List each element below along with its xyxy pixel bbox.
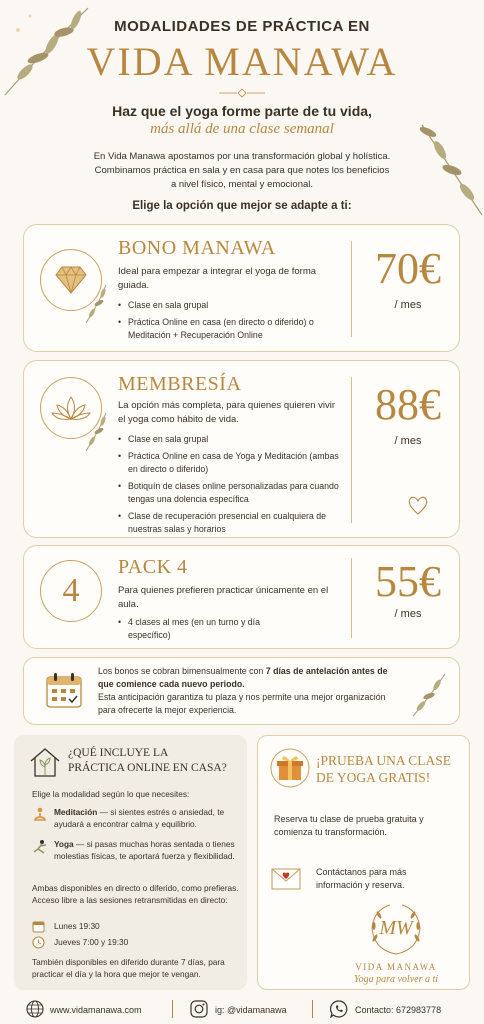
- leaf-sprig-icon: [82, 281, 112, 325]
- billing-note: [23, 657, 460, 725]
- list-item: • Clase de recuperación presencial en cualquiera de nuestras salas y horarios: [118, 510, 348, 536]
- plan-price: 55€: [375, 557, 441, 606]
- page-title: VIDA MANAWA: [86, 39, 398, 84]
- free-trial-panel: [257, 735, 470, 990]
- yoga-description: Yoga — si pasas muchas horas sentada o tienes molestias físicas, te aportará fuerza y flexibilidad.: [54, 839, 235, 861]
- plan-price-period: / mes: [394, 299, 422, 311]
- subtitle-line-1: Haz que el yoga forme parte de tu vida,: [112, 103, 372, 119]
- plan-description: Para quienes prefieren practicar únicamente en el aula.: [118, 585, 329, 610]
- plan-description: La opción más completa, para quienes quieren vivir el yoga como hábito de vida.: [118, 400, 336, 425]
- divider: [351, 558, 352, 638]
- calendar-icon: [44, 670, 84, 710]
- online-panel-choose: Elige la modalidad según lo que necesites:: [32, 789, 190, 799]
- divider: [312, 1000, 313, 1018]
- contact-phone-link[interactable]: Contacto: 672983778: [355, 1005, 442, 1015]
- meditation-description: Meditación — si sientes estrés o ansiedad, te ayudará a encontrar calma y equilibrio.: [54, 807, 225, 829]
- leaf-sprig-icon: [409, 670, 449, 718]
- whatsapp-icon: [330, 1000, 348, 1018]
- divider: [351, 377, 352, 523]
- list-item: • Botiquín de clases online personalizadas para cuando tengas una dolencia específica: [118, 480, 348, 506]
- list-item: • Clase en sala grupal: [118, 299, 348, 312]
- meditation-icon: [32, 807, 48, 823]
- online-panel-title: ¿QUÉ INCLUYE LA PRÁCTICA ONLINE EN CASA?: [68, 747, 227, 774]
- divider: [172, 1000, 173, 1018]
- list-item: • Práctica Online en casa (en directo o diferido) o Meditación + Recuperación Online: [118, 316, 348, 342]
- plan-features: [118, 616, 288, 646]
- plan-price-period: / mes: [394, 608, 422, 620]
- free-trial-text: Reserva tu clase de prueba gratuita y comienza tu transformación.: [274, 814, 424, 837]
- schedule-monday: Lunes 19:30: [54, 921, 100, 931]
- plan-title: MEMBRESÍA: [118, 373, 242, 395]
- choose-option-heading: Elige la opción que mejor se adapte a ti:: [132, 200, 352, 212]
- logo-name: VIDA MANAWA: [355, 962, 437, 972]
- globe-icon: [26, 1000, 44, 1018]
- list-item: • Clase en sala grupal: [118, 433, 348, 446]
- logo-tagline: Yoga para volver a ti: [353, 974, 439, 985]
- plan-title: PACK 4: [118, 556, 188, 578]
- list-item: • Práctica Online en casa de Yoga y Meditación (ambas en directo o diferido): [118, 450, 348, 476]
- plan-card-membresia: [23, 360, 460, 538]
- subtitle-line-2: más allá de una clase semanal: [150, 121, 334, 137]
- envelope-heart-icon: [270, 864, 302, 892]
- contact-info-text: Contáctanos para más información y reserva.: [316, 867, 407, 890]
- website-link[interactable]: www.vidamanawa.com: [50, 1005, 142, 1015]
- plan-card-bono-manawa: [23, 224, 460, 352]
- footer: [0, 996, 484, 1024]
- plan-card-pack-4: [23, 545, 460, 649]
- yoga-pose-icon: [32, 839, 48, 855]
- gift-icon: [270, 748, 310, 788]
- plan-price: 70€: [375, 244, 441, 293]
- heart-icon: [406, 493, 430, 517]
- intro-text: En Vida Manawa apostamos por una transformación global y holística. Combinamos práctica en sala y en casa para que notes los beneficios a nivel físico, mental y emocional.: [93, 151, 391, 190]
- plan-description: Ideal para empezar a integrar el yoga de forma guiada.: [118, 266, 317, 291]
- divider: [351, 241, 352, 337]
- list-item: • 4 clases al mes (en un turno y día específico): [118, 616, 288, 642]
- logo-letters: MW: [379, 917, 413, 939]
- leaf-sprig-icon: [82, 409, 112, 453]
- plan-price: 88€: [375, 380, 441, 429]
- page-supertitle: MODALIDADES DE PRÁCTICA EN: [114, 18, 370, 35]
- plan-features: [118, 433, 348, 540]
- billing-note-text: Los bonos se cobran bimensualmente con 7 días de antelación antes de que comience cada nuevo periodo. Esta anticipación garantiza tu plaza y nos permite una mejor organización para ofrecerte la mejor experiencia.: [98, 666, 388, 715]
- both-available-text: Ambas disponibles en directo o diferido, como prefieras. Acceso libre a las sesiones retransmitidas en directo:: [32, 883, 239, 905]
- free-trial-title: ¡PRUEBA UNA CLASE DE YOGA GRATIS!: [316, 753, 452, 785]
- plan-price-period: / mes: [394, 435, 422, 447]
- pack-number-icon: 4: [62, 572, 80, 609]
- plan-features: [118, 299, 348, 346]
- instagram-link[interactable]: ig: @vidamanawa: [215, 1005, 287, 1015]
- ornament-divider-icon: [217, 88, 267, 98]
- home-plant-icon: [28, 745, 62, 779]
- online-practice-panel: [14, 735, 247, 990]
- calendar-icon: [32, 920, 45, 933]
- plan-icon-circle: [40, 560, 102, 622]
- deferred-text: También disponibles en diferido durante 7 días, para practicar el día y la hora que mejor te vengan.: [32, 957, 225, 979]
- plan-title: BONO MANAWA: [118, 237, 276, 259]
- instagram-icon: [190, 1000, 208, 1018]
- schedule-thursday: Jueves 7:00 y 19:30: [54, 937, 129, 947]
- clock-icon: [32, 936, 45, 949]
